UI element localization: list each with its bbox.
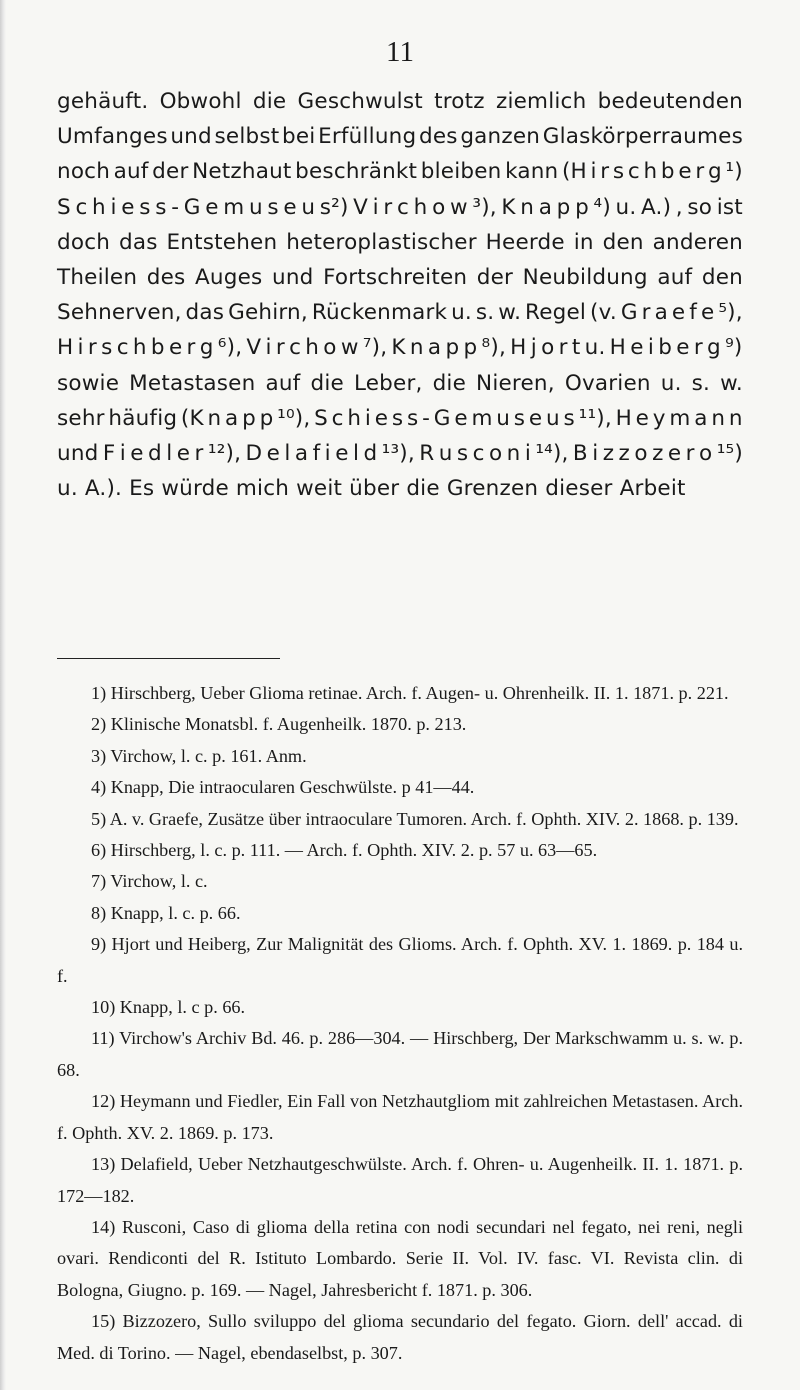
- body-line: [57, 225, 743, 260]
- body-word: p: [445, 335, 460, 361]
- body-word: R: [419, 441, 435, 467]
- body-word: F: [102, 441, 116, 467]
- body-word: und: [57, 441, 99, 467]
- body-word: doch: [57, 229, 111, 255]
- body-line: [57, 366, 743, 401]
- body-word: i: [592, 441, 599, 467]
- footnote-9: 9) Hjort und Heiberg, Zur Malignität des Glioms. Arch. f. Ophth. XV. 1. 1869. p. 184 u. f.: [57, 934, 743, 986]
- body-word: i: [119, 441, 126, 467]
- body-word: n: [520, 194, 535, 220]
- body-word: b: [660, 159, 675, 185]
- body-word: h: [305, 335, 320, 361]
- body-word: c: [289, 335, 302, 361]
- body-word: u: [546, 405, 560, 431]
- body-word: auf: [265, 370, 301, 396]
- page-binding-edge: [0, 0, 6, 1390]
- body-word: e: [528, 405, 543, 431]
- body-line: [57, 190, 743, 225]
- body-word: ¹⁰),: [277, 405, 311, 431]
- body-word: Neubildung: [522, 265, 648, 291]
- body-word: c: [397, 194, 410, 220]
- body-word: des: [146, 265, 186, 291]
- body-line: [57, 330, 743, 365]
- body-word: e: [335, 441, 349, 467]
- footnote-separator-rule: [57, 658, 280, 659]
- body-word: heteroplastischer: [286, 229, 477, 255]
- body-word: i: [590, 159, 597, 185]
- body-word: die: [432, 370, 467, 396]
- body-word: u: [301, 194, 316, 220]
- body-word: s: [563, 405, 575, 431]
- body-word: Ovarien: [564, 370, 651, 396]
- footnote-6: 6) Hirschberg, l. c. p. 111. — Arch. f. Ophth. XIV. 2. p. 57 u. 63—65.: [91, 840, 598, 861]
- body-word: u.: [615, 194, 637, 220]
- body-word: ¹³),: [381, 441, 415, 467]
- body-word: p: [575, 194, 589, 220]
- body-word: ziemlich: [495, 89, 587, 114]
- body-word: e: [630, 335, 644, 361]
- footnote-4: 4) Knapp, Die intraocularen Geschwülste. p 41—44.: [91, 777, 475, 798]
- body-word: H: [57, 335, 74, 361]
- body-word: h: [132, 335, 147, 361]
- body-word: B: [572, 441, 588, 467]
- body-word: a: [538, 194, 553, 220]
- body-word: r: [87, 335, 97, 361]
- body-word: e: [454, 405, 468, 431]
- body-word: S: [57, 194, 71, 220]
- body-line: [57, 154, 743, 189]
- body-word: anderen: [652, 229, 743, 255]
- body-word: u: [496, 405, 511, 431]
- body-word: a: [694, 405, 708, 431]
- body-word: a: [427, 335, 442, 361]
- body-word: w: [340, 335, 359, 361]
- body-word: r: [383, 194, 393, 220]
- body-word: h: [643, 159, 658, 185]
- body-word: s: [456, 441, 469, 467]
- body-word: b: [150, 335, 165, 361]
- body-line: [57, 436, 743, 471]
- body-word: H: [615, 405, 632, 431]
- body-word: ganzen: [460, 124, 541, 150]
- body-word: Obwohl: [159, 89, 242, 114]
- body-word: c: [331, 405, 344, 431]
- body-word: auf: [657, 265, 693, 291]
- body-word: bei: [282, 124, 316, 150]
- body-word: ⁶),: [217, 335, 243, 361]
- body-word: ³),: [472, 194, 497, 220]
- body-word: n: [728, 405, 743, 431]
- body-word: u.: [451, 300, 472, 326]
- body-word: n: [711, 405, 726, 431]
- body-word: i: [77, 335, 84, 361]
- body-word: ⁵),: [718, 300, 743, 326]
- body-word: r: [693, 335, 703, 361]
- body-word: c: [627, 159, 640, 185]
- body-word: (K: [180, 405, 204, 431]
- body-word: s: [513, 405, 526, 431]
- body-word: h: [347, 405, 362, 431]
- body-word: e: [700, 300, 715, 326]
- body-word: p: [463, 335, 478, 361]
- body-word: a: [654, 300, 668, 326]
- body-word: o: [323, 335, 337, 361]
- body-word: s: [391, 405, 404, 431]
- body-word: r: [275, 335, 285, 361]
- body-word: ¹): [725, 159, 743, 185]
- body-word: s: [612, 159, 625, 185]
- body-word: w.: [498, 300, 522, 326]
- body-word: w.: [720, 370, 743, 396]
- body-word: beschränkt: [295, 159, 418, 185]
- footnote-5: 5) A. v. Graefe, Zusätze über intraoculare Tumoren. Arch. f. Ophth. XIV. 2. 1868. p. 139.: [91, 808, 739, 829]
- body-line: [57, 84, 743, 119]
- body-word: so: [687, 194, 713, 220]
- body-word: D: [245, 441, 263, 467]
- body-line: [57, 401, 743, 436]
- body-word: g: [707, 335, 721, 361]
- body-word: z: [652, 441, 664, 467]
- body-word: y: [652, 405, 666, 431]
- body-word: e: [678, 159, 692, 185]
- body-word: e: [168, 335, 183, 361]
- body-word: n: [409, 335, 424, 361]
- body-word: h: [92, 194, 106, 220]
- body-word: Nieren,: [476, 370, 555, 396]
- body-word: e: [176, 441, 191, 467]
- body-word: i: [265, 335, 272, 361]
- body-word: g: [199, 335, 214, 361]
- body-word: ⁸),: [481, 335, 506, 361]
- body-word: u.: [660, 370, 682, 396]
- body-word: sowie: [57, 370, 120, 396]
- body-word: m: [223, 194, 245, 220]
- body-word: m: [471, 405, 493, 431]
- page-number: 11: [386, 36, 414, 68]
- footnote-7: 7) Virchow, l. c.: [91, 871, 208, 892]
- body-word: s: [139, 194, 151, 220]
- body-word: den: [701, 265, 743, 291]
- body-word: bedeutenden: [597, 89, 743, 114]
- body-word: ¹⁵): [716, 441, 743, 467]
- body-word: G: [183, 194, 201, 220]
- body-word: d: [363, 441, 378, 467]
- body-word: Glaskörperraumes: [542, 124, 743, 150]
- body-word: V: [246, 335, 262, 361]
- body-word: s.: [691, 370, 711, 396]
- body-word: Regel: [525, 300, 587, 326]
- body-word: r: [600, 159, 610, 185]
- body-word: A.): [641, 194, 672, 220]
- body-word: h: [413, 194, 428, 220]
- body-word: e: [205, 194, 219, 220]
- footnote-2: 2) Klinische Monatsbl. f. Augenheilk. 1870. p. 213.: [91, 714, 467, 735]
- body-word: Heerde: [485, 229, 565, 255]
- body-word: Sehnerven,: [57, 300, 182, 326]
- body-word: s²): [319, 194, 349, 220]
- body-word: f: [312, 441, 321, 467]
- body-word: c: [116, 335, 129, 361]
- body-word: o: [488, 441, 503, 467]
- body-word: a: [294, 441, 309, 467]
- body-word: g: [707, 159, 722, 185]
- body-word: l: [166, 441, 173, 467]
- body-word: häufig: [108, 405, 178, 431]
- body-word: s: [155, 194, 167, 220]
- footnote-3: 3) Virchow, l. c. p. 161. Anm.: [91, 745, 307, 766]
- body-word: die: [252, 89, 287, 114]
- body-word: o: [432, 194, 446, 220]
- body-word: s: [267, 194, 279, 220]
- body-word: Metastasen: [129, 370, 256, 396]
- body-word: e: [667, 441, 682, 467]
- footnote-10: 10) Knapp, l. c p. 66.: [91, 997, 246, 1018]
- body-word: r: [558, 335, 568, 361]
- body-word: r: [695, 159, 705, 185]
- body-word: sehr: [57, 405, 105, 431]
- body-word: K: [501, 194, 516, 220]
- body-word: r: [685, 441, 695, 467]
- body-word: p: [242, 405, 256, 431]
- body-word: e: [635, 405, 650, 431]
- body-word: i: [524, 441, 531, 467]
- body-word: ist: [716, 194, 743, 220]
- body-word: e: [374, 405, 389, 431]
- body-word: o: [634, 441, 648, 467]
- body-word: S: [314, 405, 328, 431]
- body-word: ⁴): [593, 194, 611, 220]
- body-word: und: [170, 124, 212, 150]
- body-word: ¹²),: [207, 441, 242, 467]
- body-line: [57, 119, 743, 154]
- body-word: (H: [561, 159, 587, 185]
- body-word: r: [641, 300, 651, 326]
- body-word: und: [272, 265, 314, 291]
- body-word: Geschwulst: [297, 89, 423, 114]
- body-word: H: [510, 335, 527, 361]
- body-word: Netzhaut: [192, 159, 292, 185]
- body-word: m: [669, 405, 691, 431]
- footnote-12: 12) Heymann und Fiedler, Ein Fall von Netzhautgliom mit zahlreichen Metastasen. Arch. f. Ophth. XV. 2. 1869. p. 173.: [57, 1091, 743, 1143]
- body-word: -: [422, 405, 431, 431]
- body-word: der: [152, 159, 189, 185]
- body-word: in: [573, 229, 594, 255]
- body-word: ¹⁴),: [535, 441, 569, 467]
- body-word: r: [186, 335, 196, 361]
- body-word: Rückenmark: [311, 300, 448, 326]
- body-word: a: [225, 405, 239, 431]
- body-word: t: [571, 335, 581, 361]
- body-word: Auges: [195, 265, 263, 291]
- body-word: n: [506, 441, 521, 467]
- body-word: G: [433, 405, 451, 431]
- footnote-15: 15) Bizzozero, Sullo sviluppo del glioma secundario del fegato. Giorn. dell' accad. di Med. di Torino. — Nagel, ebendaselbst, p. 307.: [57, 1311, 743, 1363]
- body-line: [57, 260, 743, 295]
- body-word: das: [118, 229, 158, 255]
- footnote-13: 13) Delafield, Ueber Netzhautgeschwülste. Arch. f. Ohren- u. Augenheilk. II. 1. 1871. p. 172—182.: [57, 1154, 743, 1206]
- footnotes-section: [57, 678, 743, 1369]
- body-word: b: [658, 335, 673, 361]
- body-word: d: [148, 441, 162, 467]
- body-word: gehäuft.: [57, 89, 149, 114]
- body-word: p: [259, 405, 274, 431]
- body-word: G: [620, 300, 638, 326]
- body-word: i: [372, 194, 379, 220]
- body-paragraph: [57, 84, 743, 506]
- body-word: die: [310, 370, 344, 396]
- body-word: u: [248, 194, 263, 220]
- footnote-11: 11) Virchow's Archiv Bd. 46. p. 286—304. — Hirschberg, Der Markschwamm u. s. w. p. 68.: [57, 1028, 743, 1080]
- body-word: (v.: [590, 300, 617, 326]
- body-word: V: [353, 194, 369, 220]
- body-word: Entstehen: [166, 229, 278, 255]
- body-word: l: [352, 441, 360, 467]
- body-word: Fortschreiten: [323, 265, 468, 291]
- footnote-8: 8) Knapp, l. c. p. 66.: [91, 902, 241, 923]
- body-word: u: [438, 441, 453, 467]
- body-word: selbst: [214, 124, 280, 150]
- body-word: s: [407, 405, 419, 431]
- body-word: Erfüllung: [318, 124, 417, 150]
- body-word: ⁹): [725, 335, 743, 361]
- body-word: e: [676, 335, 690, 361]
- body-word: Gehirn,: [228, 300, 308, 326]
- body-word: ,: [675, 194, 683, 220]
- footnote-14: 14) Rusconi, Caso di glioma della retina con nodi secundari nel fegato, nei reni, negli ovari. Rendiconti del R. Istituto Lombardo. Serie II. Vol. IV. fasc. VI. Revista clin. di Bologna, Giugno. p. 169. — Nagel, Jahresbericht f. 1871. p. 306.: [57, 1216, 743, 1300]
- body-word: i: [110, 194, 117, 220]
- body-word: das: [185, 300, 225, 326]
- body-word: H: [609, 335, 627, 361]
- body-word: s: [101, 335, 113, 361]
- body-word: e: [121, 194, 135, 220]
- body-word: der: [476, 265, 514, 291]
- body-word: s.: [475, 300, 495, 326]
- body-word: Umfanges: [57, 124, 168, 150]
- body-word: e: [671, 300, 686, 326]
- body-word: z: [618, 441, 631, 467]
- footnote-1: 1) Hirschberg, Ueber Glioma retinae. Arch. f. Augen- u. Ohrenheilk. II. 1. 1871. p. 221.: [91, 683, 729, 703]
- body-word: c: [75, 194, 88, 220]
- body-word: o: [541, 335, 555, 361]
- body-word: Leber,: [353, 370, 423, 396]
- body-word: i: [324, 441, 331, 467]
- body-word: noch: [57, 159, 111, 185]
- body-word: l: [284, 441, 291, 467]
- body-word: ¹¹),: [578, 405, 612, 431]
- body-word: n: [207, 405, 222, 431]
- body-word: ⁷),: [362, 335, 388, 361]
- body-word: trotz: [434, 89, 485, 114]
- body-word: w: [450, 194, 468, 220]
- body-line: u. A.). Es würde mich weit über die Grenzen dieser Arbeit: [57, 476, 686, 502]
- body-word: e: [283, 194, 297, 220]
- body-word: z: [602, 441, 615, 467]
- body-word: e: [130, 441, 144, 467]
- body-word: r: [194, 441, 204, 467]
- body-word: e: [266, 441, 280, 467]
- body-word: i: [364, 405, 372, 431]
- body-line: [57, 295, 743, 330]
- body-word: bleiben: [420, 159, 502, 185]
- body-word: p: [556, 194, 571, 220]
- body-word: c: [472, 441, 485, 467]
- body-word: i: [647, 335, 655, 361]
- body-word: auf: [113, 159, 149, 185]
- body-word: des: [419, 124, 458, 150]
- body-word: -: [171, 194, 180, 220]
- body-word: u.: [584, 335, 606, 361]
- body-word: f: [689, 300, 698, 326]
- body-word: kann: [505, 159, 559, 185]
- body-word: j: [530, 335, 537, 361]
- body-word: K: [391, 335, 406, 361]
- body-word: den: [602, 229, 644, 255]
- body-word: Theilen: [57, 265, 138, 291]
- body-word: o: [699, 441, 713, 467]
